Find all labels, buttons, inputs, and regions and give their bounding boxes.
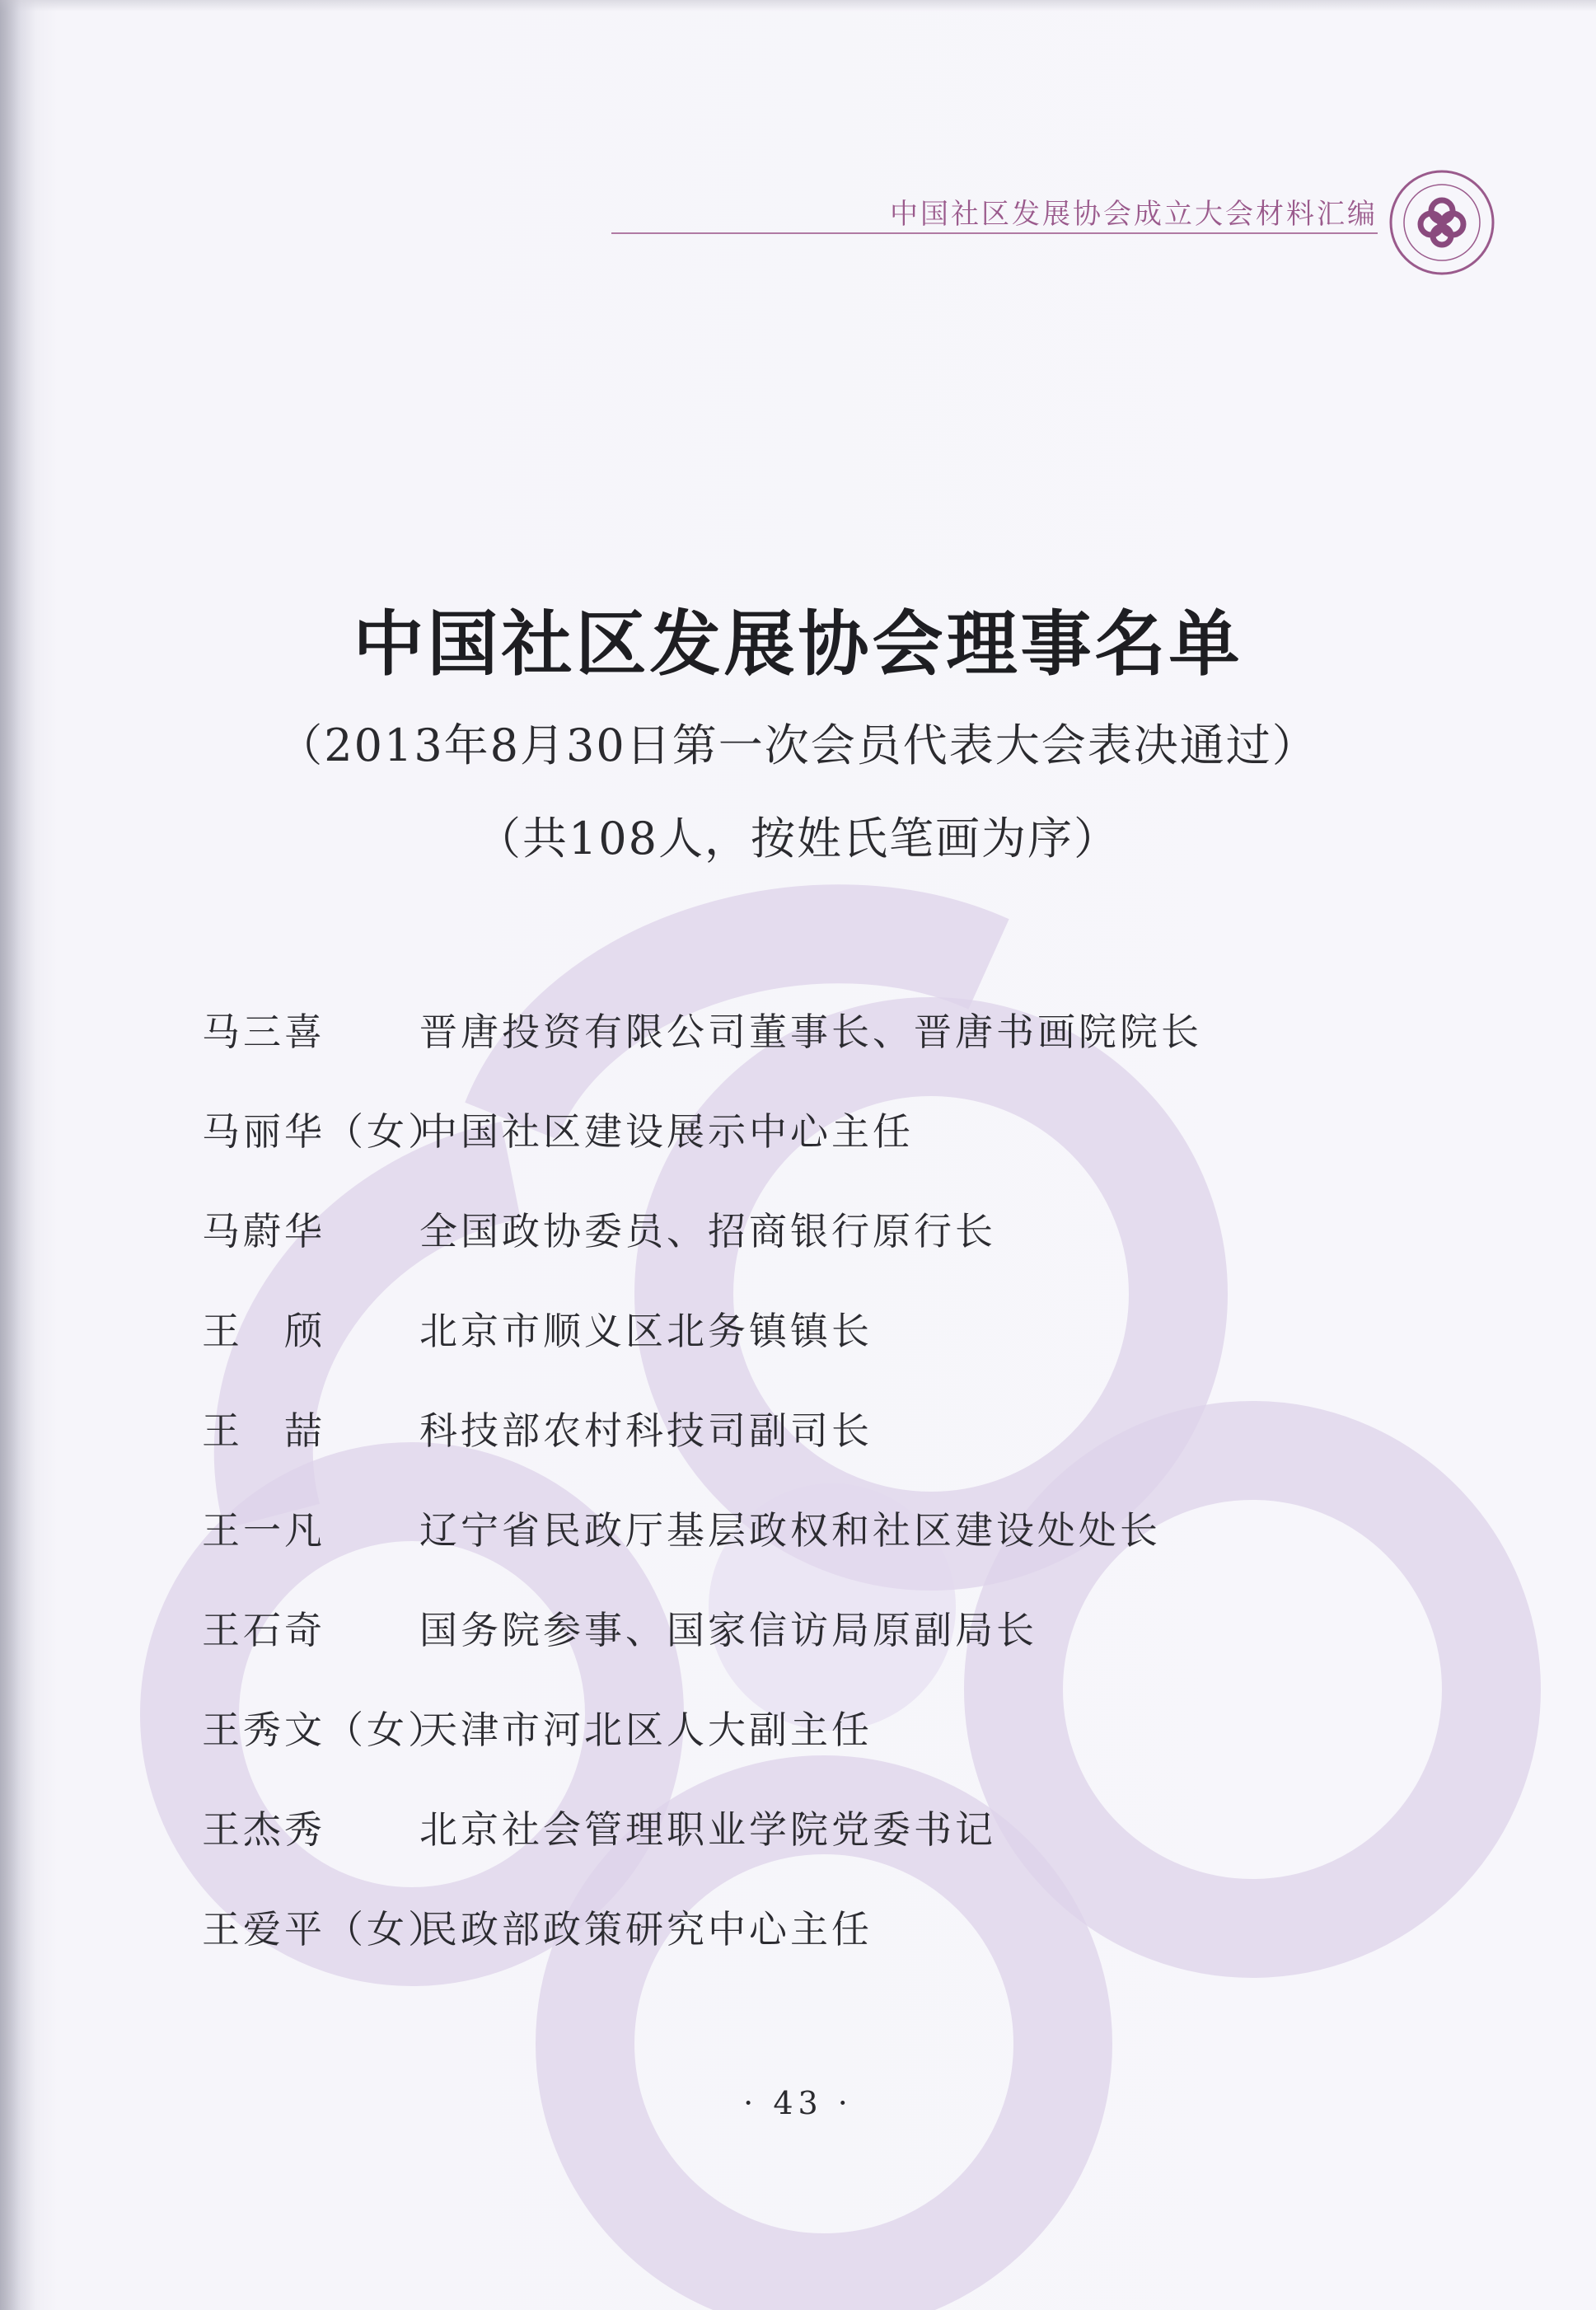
- member-row: [202, 1506, 1438, 1605]
- member-name: 马三喜: [202, 1010, 325, 1054]
- member-name: 王爱平（女）: [202, 1907, 449, 1952]
- member-name: 王一凡: [202, 1508, 325, 1553]
- member-list: [202, 1007, 1438, 2004]
- member-title: 全国政协委员、招商银行原行长: [419, 1209, 996, 1253]
- document-subtitle-count: （共108人，按姓氏笔画为序）: [475, 813, 1121, 864]
- member-name: 王 颀: [202, 1309, 325, 1353]
- member-row: [202, 1805, 1438, 1905]
- running-header: 中国社区发展协会成立大会材料汇编: [890, 198, 1378, 231]
- member-row: [202, 1705, 1438, 1805]
- member-row: [202, 1406, 1438, 1506]
- member-title: 辽宁省民政厅基层政权和社区建设处处长: [419, 1508, 1161, 1553]
- page-number: · 43 ·: [743, 2085, 853, 2121]
- member-title: 北京社会管理职业学院党委书记: [419, 1807, 996, 1852]
- member-name: 王 喆: [202, 1408, 325, 1453]
- member-title: 晋唐投资有限公司董事长、晋唐书画院院长: [419, 1010, 1202, 1054]
- document-title: 中国社区发展协会理事名单: [353, 603, 1243, 686]
- member-title: 中国社区建设展示中心主任: [419, 1109, 914, 1154]
- member-name: 王秀文（女）: [202, 1708, 449, 1752]
- member-name: 王杰秀: [202, 1807, 325, 1852]
- member-row: [202, 1207, 1438, 1306]
- member-row: [202, 1605, 1438, 1705]
- association-logo-icon: [1384, 165, 1500, 280]
- member-row: [202, 1306, 1438, 1406]
- member-name: 王石奇: [202, 1608, 325, 1652]
- document-subtitle-date: （2013年8月30日第一次会员代表大会表决通过）: [278, 719, 1318, 771]
- member-row: [202, 1905, 1438, 2004]
- member-row: [202, 1107, 1438, 1207]
- member-title: 国务院参事、国家信访局原副局长: [419, 1608, 1037, 1652]
- member-row: [202, 1007, 1438, 1107]
- member-title: 科技部农村科技司副司长: [419, 1408, 873, 1453]
- header-rule: [611, 232, 1378, 234]
- member-title: 北京市顺义区北务镇镇长: [419, 1309, 873, 1353]
- member-title: 民政部政策研究中心主任: [419, 1907, 873, 1952]
- member-name: 马蔚华: [202, 1209, 325, 1253]
- member-name: 马丽华（女）: [202, 1109, 449, 1154]
- member-title: 天津市河北区人大副主任: [419, 1708, 873, 1752]
